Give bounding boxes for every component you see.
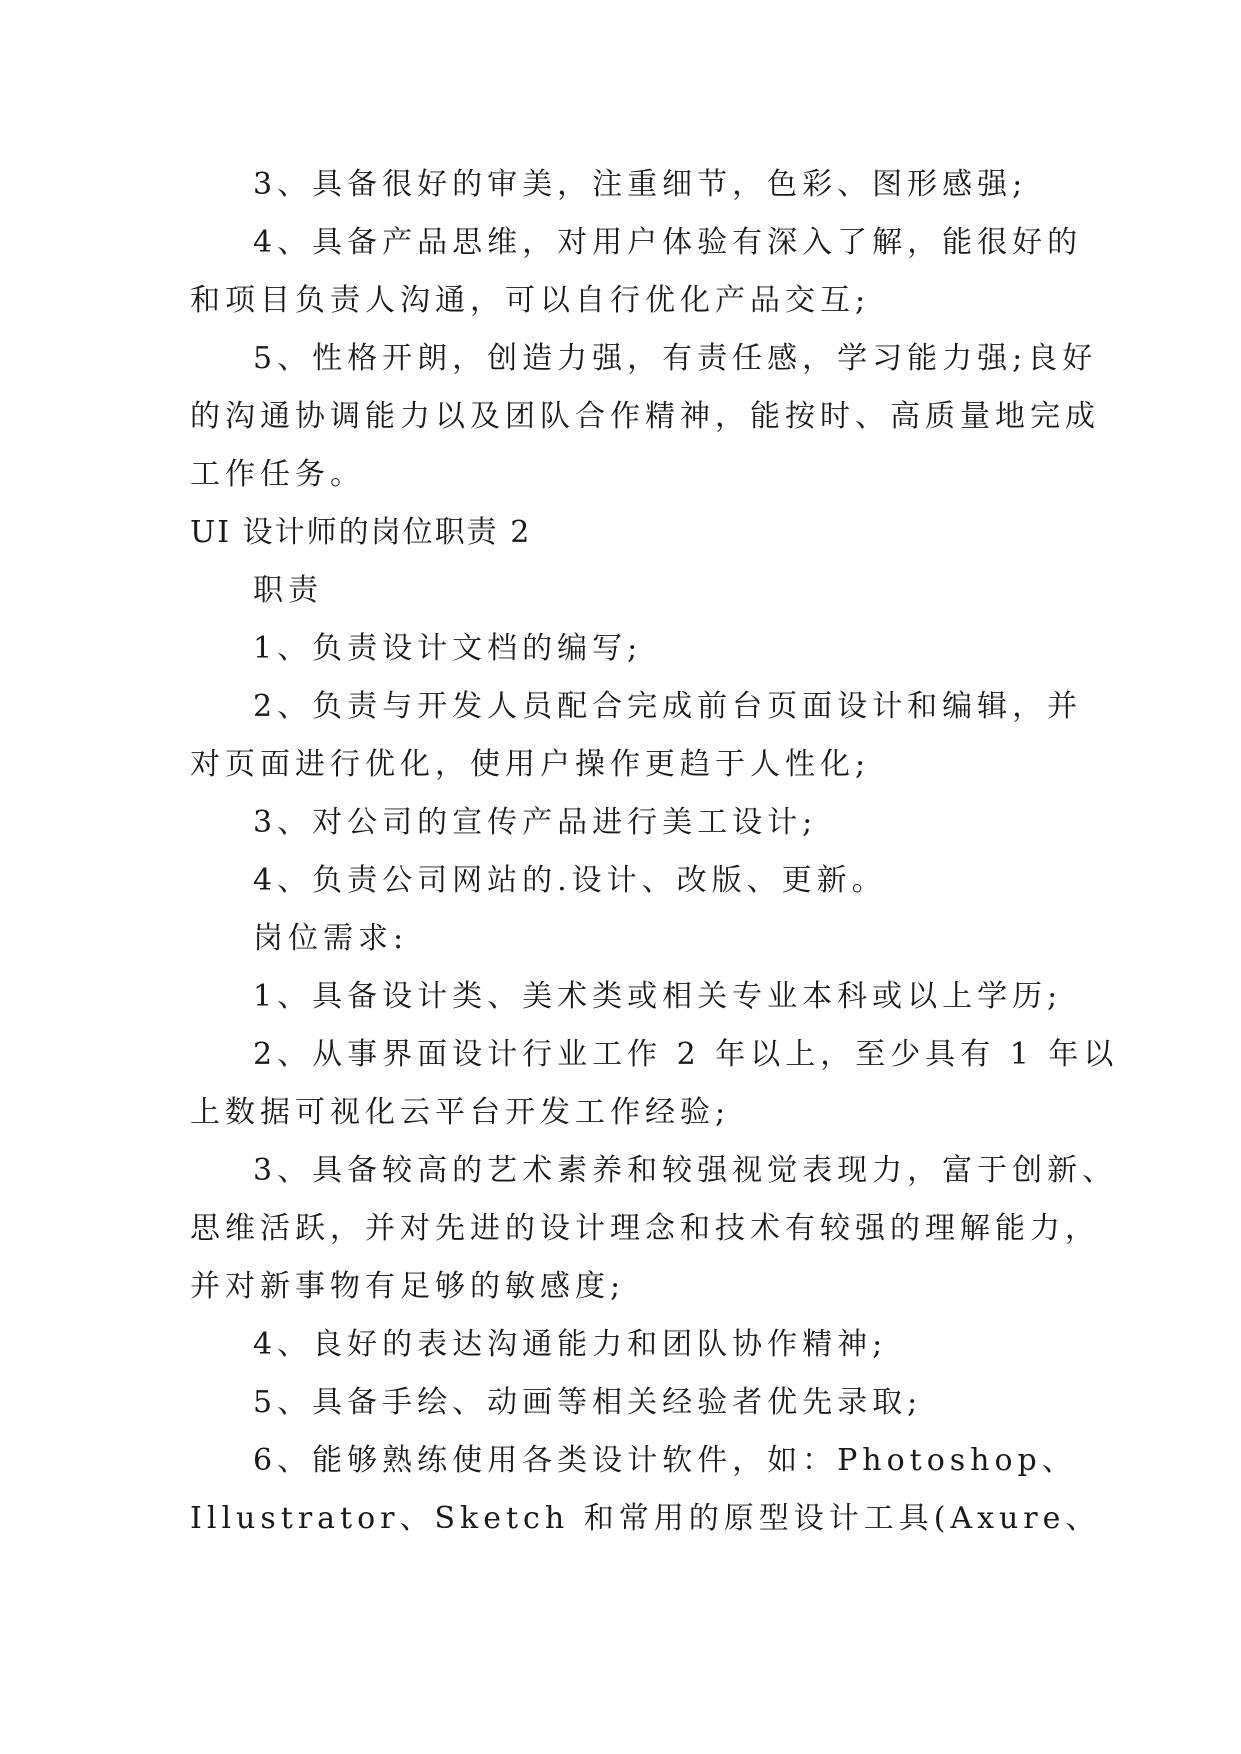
text-line: 4、良好的表达沟通能力和团队协作精神; bbox=[253, 1327, 888, 1362]
text-line: 4、具备产品思维，对用户体验有深入了解，能很好的 bbox=[253, 225, 1083, 260]
subheading-responsibilities: 职责 bbox=[253, 573, 323, 608]
text-line: 5、具备手绘、动画等相关经验者优先录取; bbox=[253, 1385, 923, 1420]
text-line: 对页面进行优化，使用户操作更趋于人性化; bbox=[190, 747, 871, 782]
text-line: 1、负责设计文档的编写; bbox=[253, 631, 643, 666]
text-line: 上数据可视化云平台开发工作经验; bbox=[190, 1095, 731, 1130]
text-line: 2、负责与开发人员配合完成前台页面设计和编辑，并 bbox=[253, 689, 1083, 724]
document-page bbox=[190, 156, 1119, 1548]
text-line: 并对新事物有足够的敏感度; bbox=[190, 1269, 626, 1304]
text-line: 3、具备较高的艺术素养和较强视觉表现力，富于创新、 bbox=[253, 1153, 1118, 1188]
text-line: 2、从事界面设计行业工作 2 年以上，至少具有 1 年以 bbox=[253, 1037, 1119, 1072]
text-line: 的沟通协调能力以及团队合作精神，能按时、高质量地完成 bbox=[190, 399, 1100, 434]
text-line: 5、性格开朗，创造力强，有责任感，学习能力强;良好 bbox=[253, 341, 1098, 376]
text-line: 6、能够熟练使用各类设计软件，如：Photoshop、 bbox=[253, 1443, 1077, 1478]
subheading-requirements: 岗位需求: bbox=[253, 921, 409, 956]
text-line: 3、具备很好的审美，注重细节，色彩、图形感强; bbox=[253, 167, 1028, 202]
text-line: 4、负责公司网站的.设计、改版、更新。 bbox=[253, 863, 887, 898]
text-line: 思维活跃，并对先进的设计理念和技术有较强的理解能力， bbox=[190, 1211, 1100, 1246]
text-line: 3、对公司的宣传产品进行美工设计; bbox=[253, 805, 818, 840]
text-line: 1、具备设计类、美术类或相关专业本科或以上学历; bbox=[253, 979, 1063, 1014]
text-line: 工作任务。 bbox=[190, 457, 365, 492]
text-line: Illustrator、Sketch 和常用的原型设计工具(Axure、 bbox=[190, 1501, 1101, 1536]
section-heading: UI 设计师的岗位职责 2 bbox=[190, 515, 532, 550]
text-line: 和项目负责人沟通，可以自行优化产品交互; bbox=[190, 283, 871, 318]
